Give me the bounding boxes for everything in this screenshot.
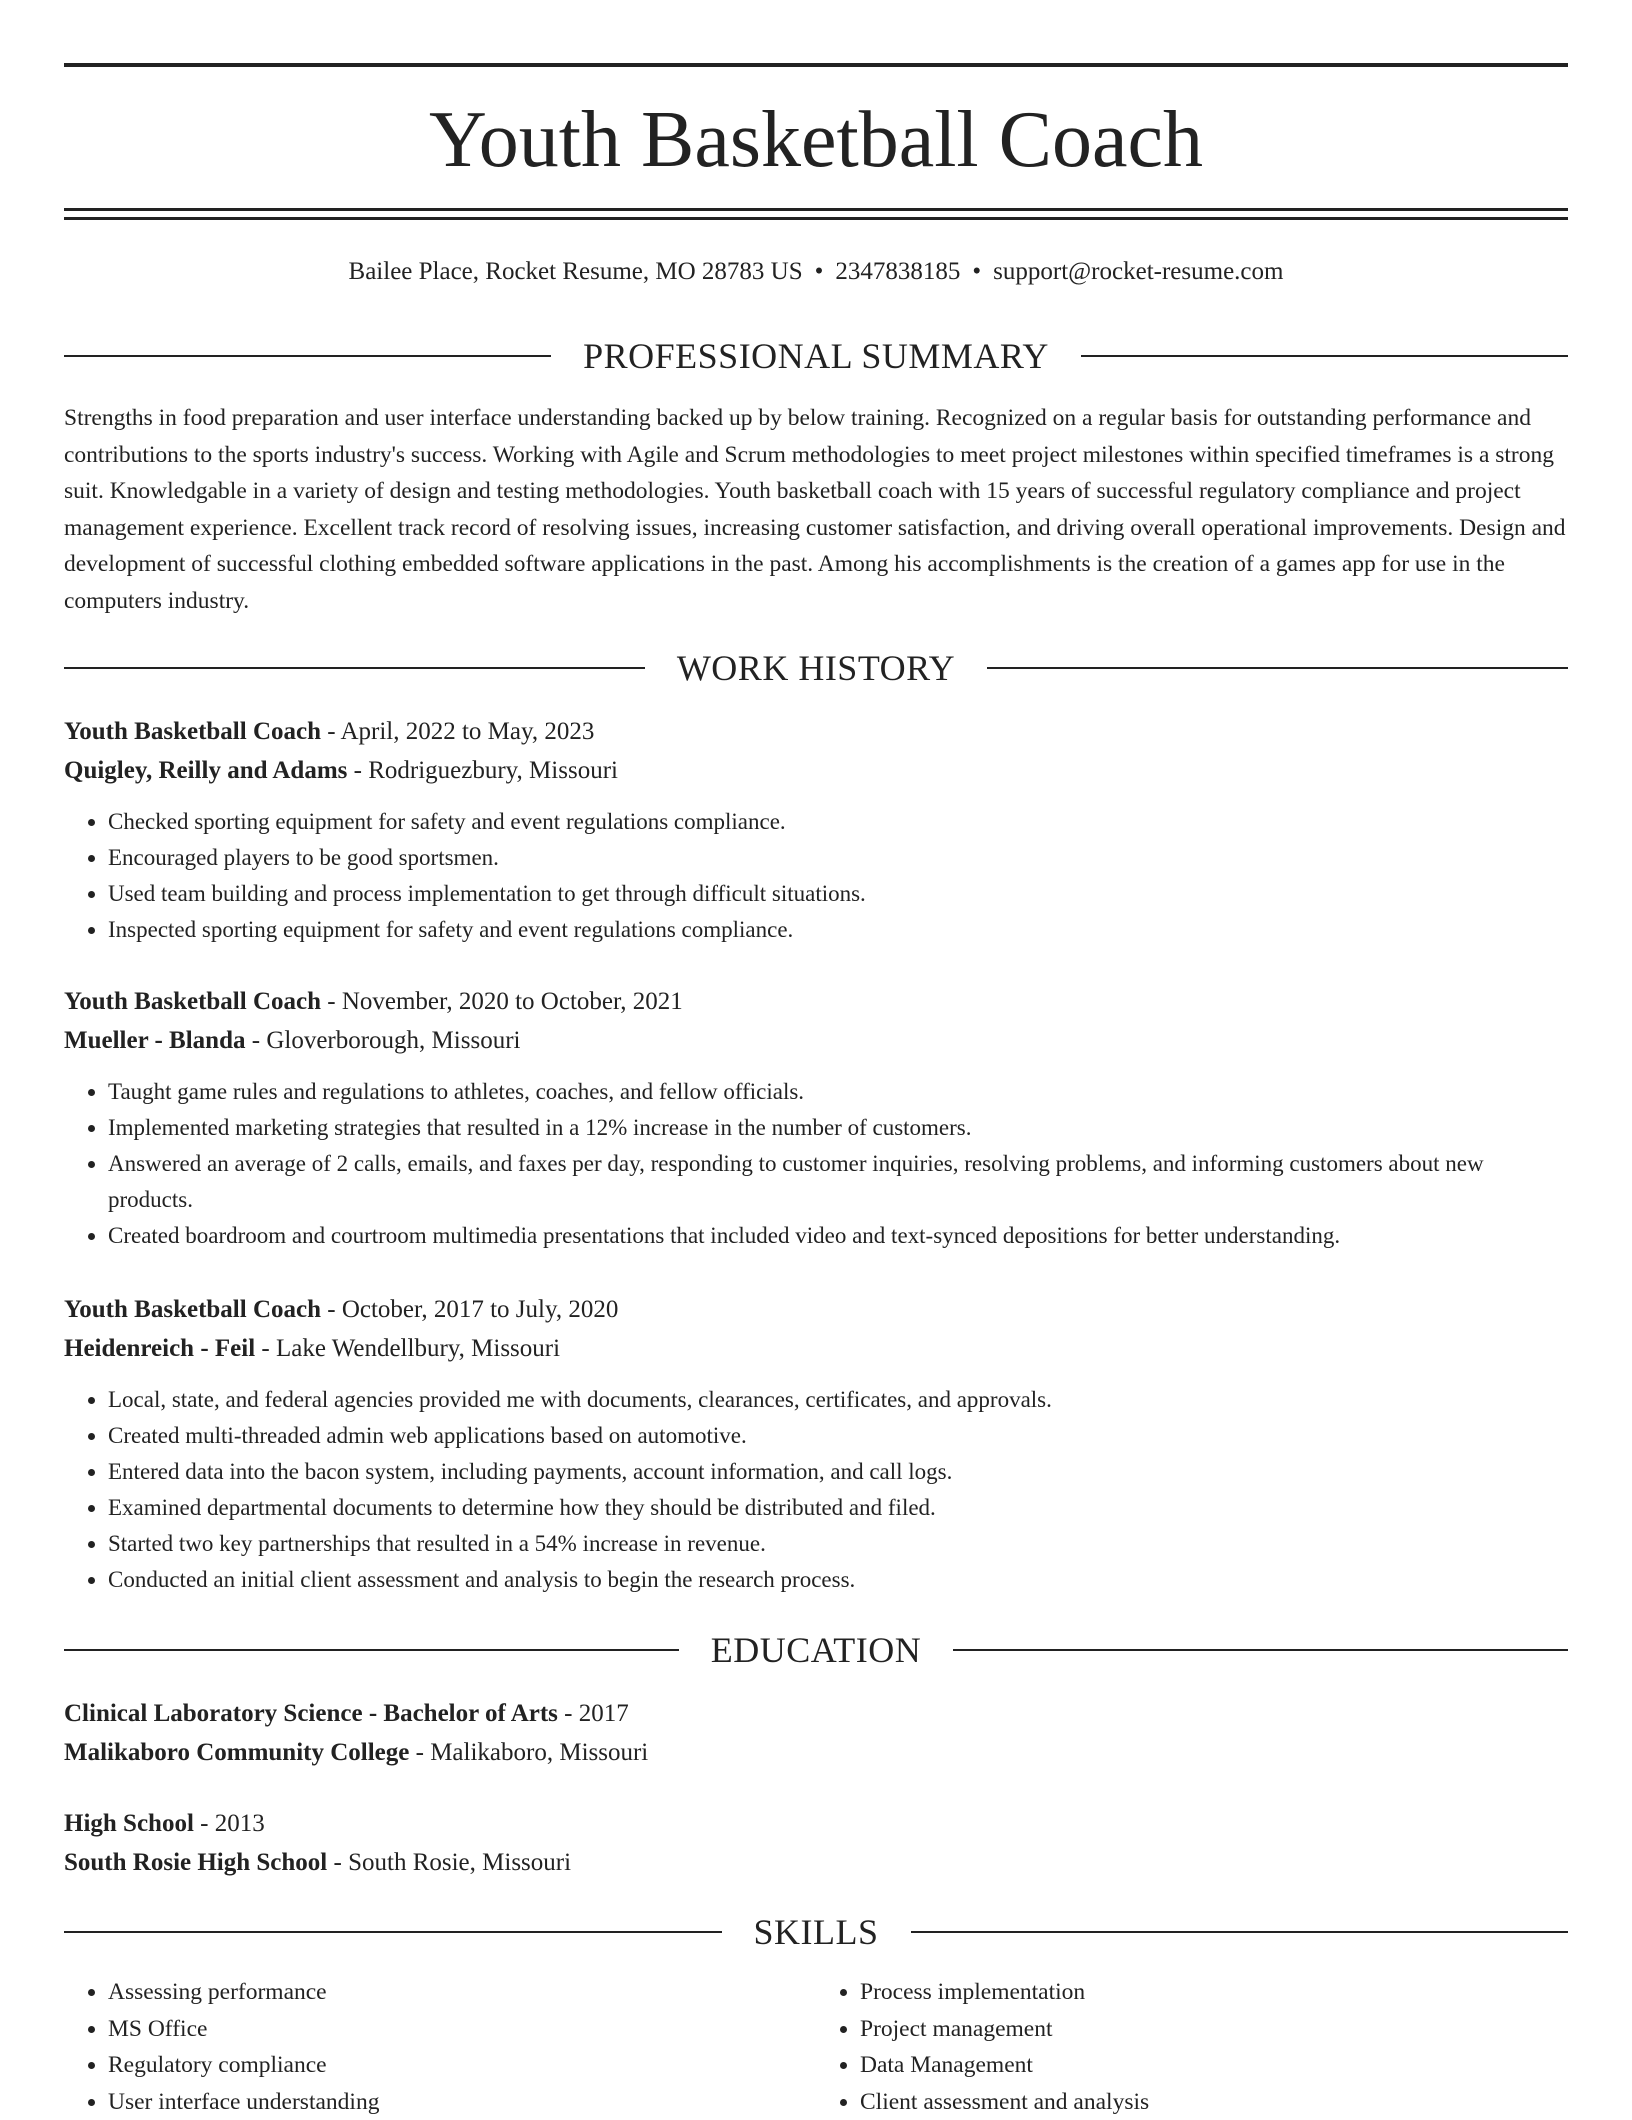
list-item: • Created multi-threaded admin web applications based on automotive. [108, 1418, 1568, 1454]
list-item: • Created boardroom and courtroom multimedia presentations that included video and text-synced depositions for better understanding. [108, 1218, 1568, 1254]
contact-phone: 2347838185 [835, 258, 960, 285]
skills-list-right [816, 1974, 1568, 2120]
school-name: Malikaboro Community College [64, 1739, 409, 1766]
section-title: WORK HISTORY [645, 646, 987, 690]
school-location: Malikaboro, Missouri [430, 1739, 648, 1766]
dash: - [255, 1335, 276, 1362]
dash: - [245, 1027, 266, 1054]
heading-rule [953, 1649, 1568, 1651]
section-summary-heading [64, 334, 1568, 378]
list-item: • Inspected sporting equipment for safety and event regulations compliance. [108, 912, 1568, 948]
list-item: • Assessing performance [108, 1974, 816, 2011]
work-entry [64, 712, 1568, 948]
job-title: Youth Basketball Coach [64, 988, 321, 1015]
school-name: South Rosie High School [64, 1849, 327, 1876]
section-title: PROFESSIONAL SUMMARY [551, 334, 1081, 378]
job-dates: April, 2022 to May, 2023 [340, 718, 594, 745]
list-item: • Local, state, and federal agencies provided me with documents, clearances, certificates, and approvals. [108, 1382, 1568, 1418]
dash: - [321, 1296, 342, 1323]
degree-name: Clinical Laboratory Science - Bachelor of Arts [64, 1700, 558, 1727]
heading-rule [64, 355, 551, 357]
job-title: Youth Basketball Coach [64, 1296, 321, 1323]
list-item: • Conducted an initial client assessment and analysis to begin the research process. [108, 1562, 1568, 1598]
list-item: • MS Office [108, 2011, 816, 2048]
list-item: • Data Management [860, 2047, 1568, 2084]
top-rule [64, 63, 1568, 67]
list-item: • Process implementation [860, 1974, 1568, 2011]
list-item: • Entered data into the bacon system, including payments, account information, and call logs. [108, 1454, 1568, 1490]
heading-rule [1081, 355, 1568, 357]
education-entry [64, 1804, 1568, 1882]
job-bullets [64, 1074, 1568, 1254]
degree-year: 2013 [215, 1810, 265, 1837]
list-item: • Taught game rules and regulations to athletes, coaches, and fellow officials. [108, 1074, 1568, 1110]
dash: - [409, 1739, 430, 1766]
heading-rule [911, 1931, 1569, 1933]
heading-rule [987, 667, 1568, 669]
job-dates: October, 2017 to July, 2020 [342, 1296, 619, 1323]
degree-name: High School [64, 1810, 194, 1837]
school-location: South Rosie, Missouri [348, 1849, 571, 1876]
skills-list-left [64, 1974, 816, 2120]
heading-rule [64, 1931, 722, 1933]
education-entry [64, 1694, 1568, 1772]
heading-rule [64, 1649, 679, 1651]
title-double-rule [64, 208, 1568, 220]
work-entry [64, 1290, 1568, 1598]
list-item: • Checked sporting equipment for safety and event regulations compliance. [108, 804, 1568, 840]
dash: - [321, 988, 342, 1015]
section-skills-heading [64, 1910, 1568, 1954]
skills-columns [64, 1974, 1568, 2120]
list-item: • Answered an average of 2 calls, emails, and faxes per day, responding to customer inquiries, resolving problems, and informing customers about new products. [108, 1146, 1568, 1218]
job-dates: November, 2020 to October, 2021 [342, 988, 683, 1015]
degree-year: 2017 [579, 1700, 629, 1727]
company-name: Mueller - Blanda [64, 1027, 245, 1054]
dash: - [347, 757, 368, 784]
job-bullets [64, 1382, 1568, 1598]
summary-paragraph: Strengths in food preparation and user interface understanding backed up by below training. Recognized on a regular basis for outstanding performance and contributions to the sports industry's success. Working with Agile and Scrum methodologies to meet project milestones within specified timeframes is a strong suit. Knowledgable in a variety of design and testing methodologies. Youth basketball coach with 15 years of successful regulatory compliance and project management experience. Excellent track record of resolving issues, increasing customer satisfaction, and driving overall operational improvements. Design and development of successful clothing embedded software applications in the past. Among his accomplishments is the creation of a games app for use in the computers industry. [64, 400, 1568, 619]
contact-separator: • [972, 258, 981, 285]
heading-rule [64, 667, 645, 669]
list-item: • Used team building and process implementation to get through difficult situations. [108, 876, 1568, 912]
resume-title: Youth Basketball Coach [64, 90, 1568, 190]
section-title: SKILLS [722, 1910, 911, 1954]
list-item: • User interface understanding [108, 2084, 816, 2120]
list-item: • Started two key partnerships that resulted in a 54% increase in revenue. [108, 1526, 1568, 1562]
section-work-heading [64, 646, 1568, 690]
company-location: Lake Wendellbury, Missouri [276, 1335, 560, 1362]
contact-email: support@rocket-resume.com [993, 258, 1283, 285]
company-location: Rodriguezbury, Missouri [368, 757, 618, 784]
section-title: EDUCATION [679, 1628, 953, 1672]
dash: - [558, 1700, 579, 1727]
contact-line [64, 254, 1568, 290]
list-item: • Client assessment and analysis [860, 2084, 1568, 2120]
work-entry [64, 982, 1568, 1254]
job-bullets [64, 804, 1568, 948]
list-item: • Regulatory compliance [108, 2047, 816, 2084]
dash: - [327, 1849, 348, 1876]
company-location: Gloverborough, Missouri [266, 1027, 520, 1054]
company-name: Quigley, Reilly and Adams [64, 757, 347, 784]
dash: - [194, 1810, 215, 1837]
contact-address: Bailee Place, Rocket Resume, MO 28783 US [349, 258, 803, 285]
section-education-heading [64, 1628, 1568, 1672]
dash: - [321, 718, 340, 745]
list-item: • Implemented marketing strategies that resulted in a 12% increase in the number of customers. [108, 1110, 1568, 1146]
company-name: Heidenreich - Feil [64, 1335, 255, 1362]
contact-separator: • [815, 258, 824, 285]
list-item: • Project management [860, 2011, 1568, 2048]
list-item: • Encouraged players to be good sportsmen. [108, 840, 1568, 876]
list-item: • Examined departmental documents to determine how they should be distributed and filed. [108, 1490, 1568, 1526]
job-title: Youth Basketball Coach [64, 718, 321, 745]
